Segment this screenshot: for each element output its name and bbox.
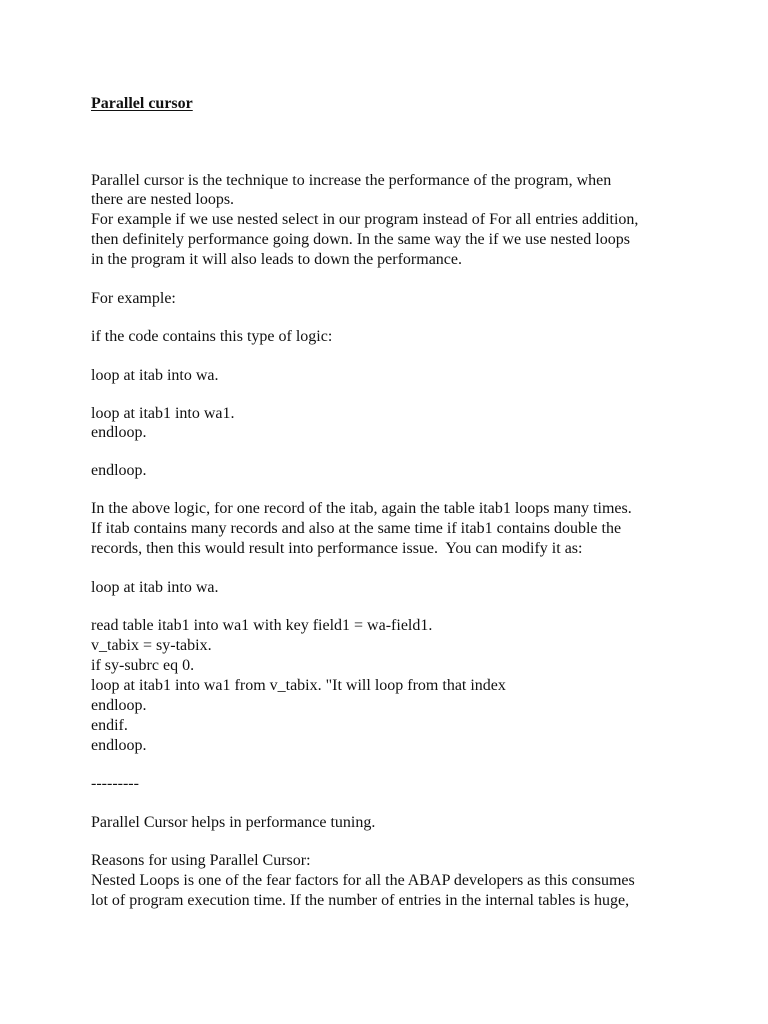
paragraph-line: if the code contains this type of logic: [91,328,333,345]
paragraph-line: Parallel Cursor helps in performance tuning. [91,814,376,831]
paragraph-line: there are nested loops. [91,191,235,208]
paragraph-line: If itab contains many records and also at the same time if itab1 contains double the [91,520,622,537]
separator-line: --------- [91,775,139,792]
paragraph-line: in the program it will also leads to down the performance. [91,251,463,268]
code-line: loop at itab1 into wa1 from v_tabix. "It will loop from that index [91,677,506,694]
code-line: loop at itab1 into wa1. [91,405,235,422]
code-line: endif. [91,717,128,734]
paragraph-line: For example if we use nested select in our program instead of For all entries addition, [91,211,639,228]
paragraph-line: For example: [91,290,176,307]
code-line: endloop. [91,737,147,754]
code-line: loop at itab into wa. [91,367,219,384]
paragraph-line: Nested Loops is one of the fear factors for all the ABAP developers as this consumes [91,872,635,889]
paragraph-line: lot of program execution time. If the number of entries in the internal tables is huge, [91,892,630,909]
paragraph-line: Reasons for using Parallel Cursor: [91,852,311,869]
code-line: endloop. [91,462,147,479]
code-line: if sy-subrc eq 0. [91,657,195,674]
code-line: v_tabix = sy-tabix. [91,637,212,654]
paragraph-line: In the above logic, for one record of the itab, again the table itab1 loops many times. [91,500,632,517]
paragraph-line: Parallel cursor is the technique to increase the performance of the program, when [91,172,612,189]
code-line: endloop. [91,424,147,441]
code-line: endloop. [91,697,147,714]
document-title: Parallel cursor [91,95,193,112]
code-line: loop at itab into wa. [91,579,219,596]
paragraph-line: then definitely performance going down. In the same way the if we use nested loops [91,231,630,248]
code-line: read table itab1 into wa1 with key field1 = wa-field1. [91,617,433,634]
paragraph-line: records, then this would result into performance issue. You can modify it as: [91,540,583,557]
